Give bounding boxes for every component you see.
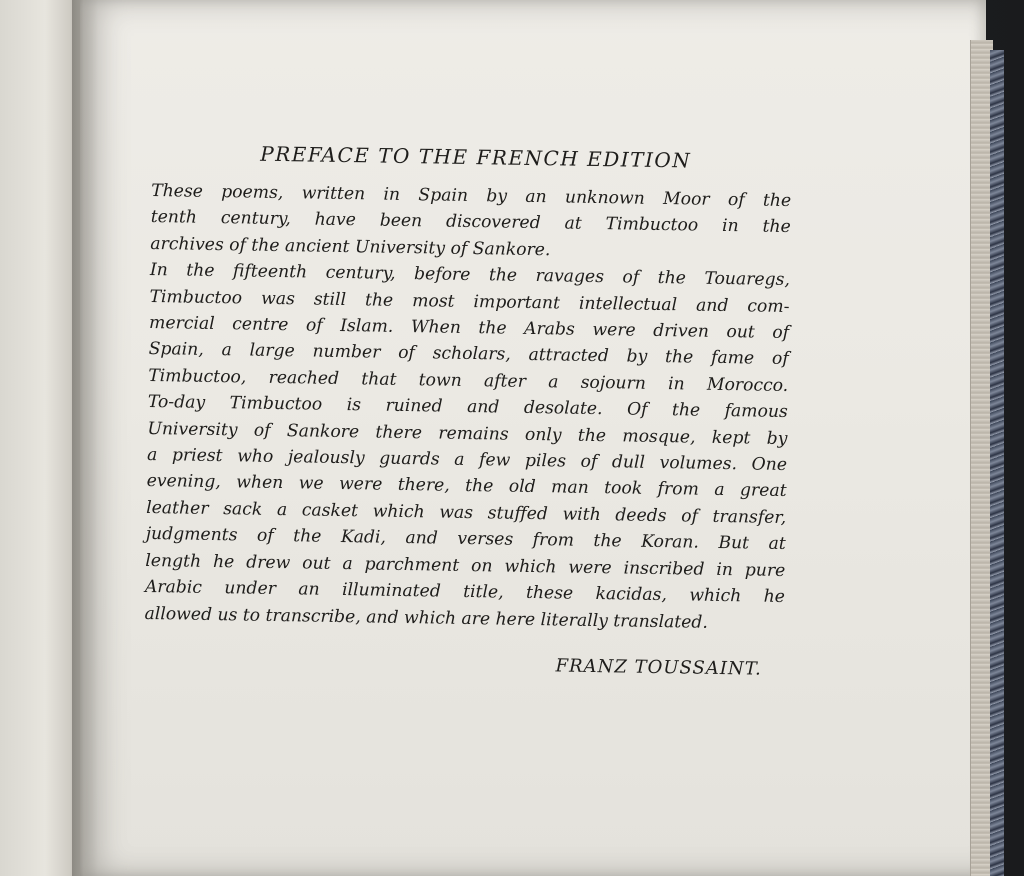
preface-line: a priest who jealously guards a few piles of dull volumes. One [146, 445, 788, 476]
preface-line: tenth century, have been discovered at Timbuctoo in the [150, 207, 791, 238]
preface-title: PREFACE TO THE FRENCH EDITION [260, 141, 692, 173]
preface-line: In the fifteenth century, before the ravages of the Touaregs, [149, 260, 791, 291]
preface-line: University of Sankore there remains only the mosque, kept by [147, 418, 788, 449]
preface-line: length he drew out a parchment on which were inscribed in pure [145, 550, 786, 581]
preface-line: leather sack a casket which was stuffed with deeds of transfer, [146, 497, 787, 528]
preface-line: evening, when we were there, the old man took from a great [146, 471, 787, 502]
preface-text-block [144, 140, 792, 680]
preface-line: These poems, written in Spain by an unknown Moor of the [151, 180, 792, 212]
preface-line: mercial centre of Islam. When the Arabs were driven out of [148, 313, 790, 344]
preface-line: Timbuctoo was still the most important intellectual and com- [149, 286, 790, 317]
preface-line: Arabic under an illuminated title, these kacidas, which he [144, 577, 786, 608]
preface-line: Spain, a large number of scholars, attracted by the fame of [148, 339, 789, 370]
preface-line: To-day Timbuctoo is ruined and desolate. Of the famous [147, 392, 788, 423]
book-binding [990, 50, 1004, 876]
left-page [0, 0, 82, 876]
book-gutter [72, 0, 98, 876]
preface-line: judgments of the Kadi, and verses from the Koran. But at [145, 524, 786, 555]
preface-line: Timbuctoo, reached that town after a sojourn in Morocco. [148, 365, 789, 396]
preface-body [144, 178, 791, 637]
preface-line: archives of the ancient University of Sankore. [150, 233, 551, 261]
author-signature: FRANZ TOUSSAINT. [555, 655, 762, 680]
preface-line: allowed us to transcribe, and which are here literally translated. [144, 603, 709, 633]
